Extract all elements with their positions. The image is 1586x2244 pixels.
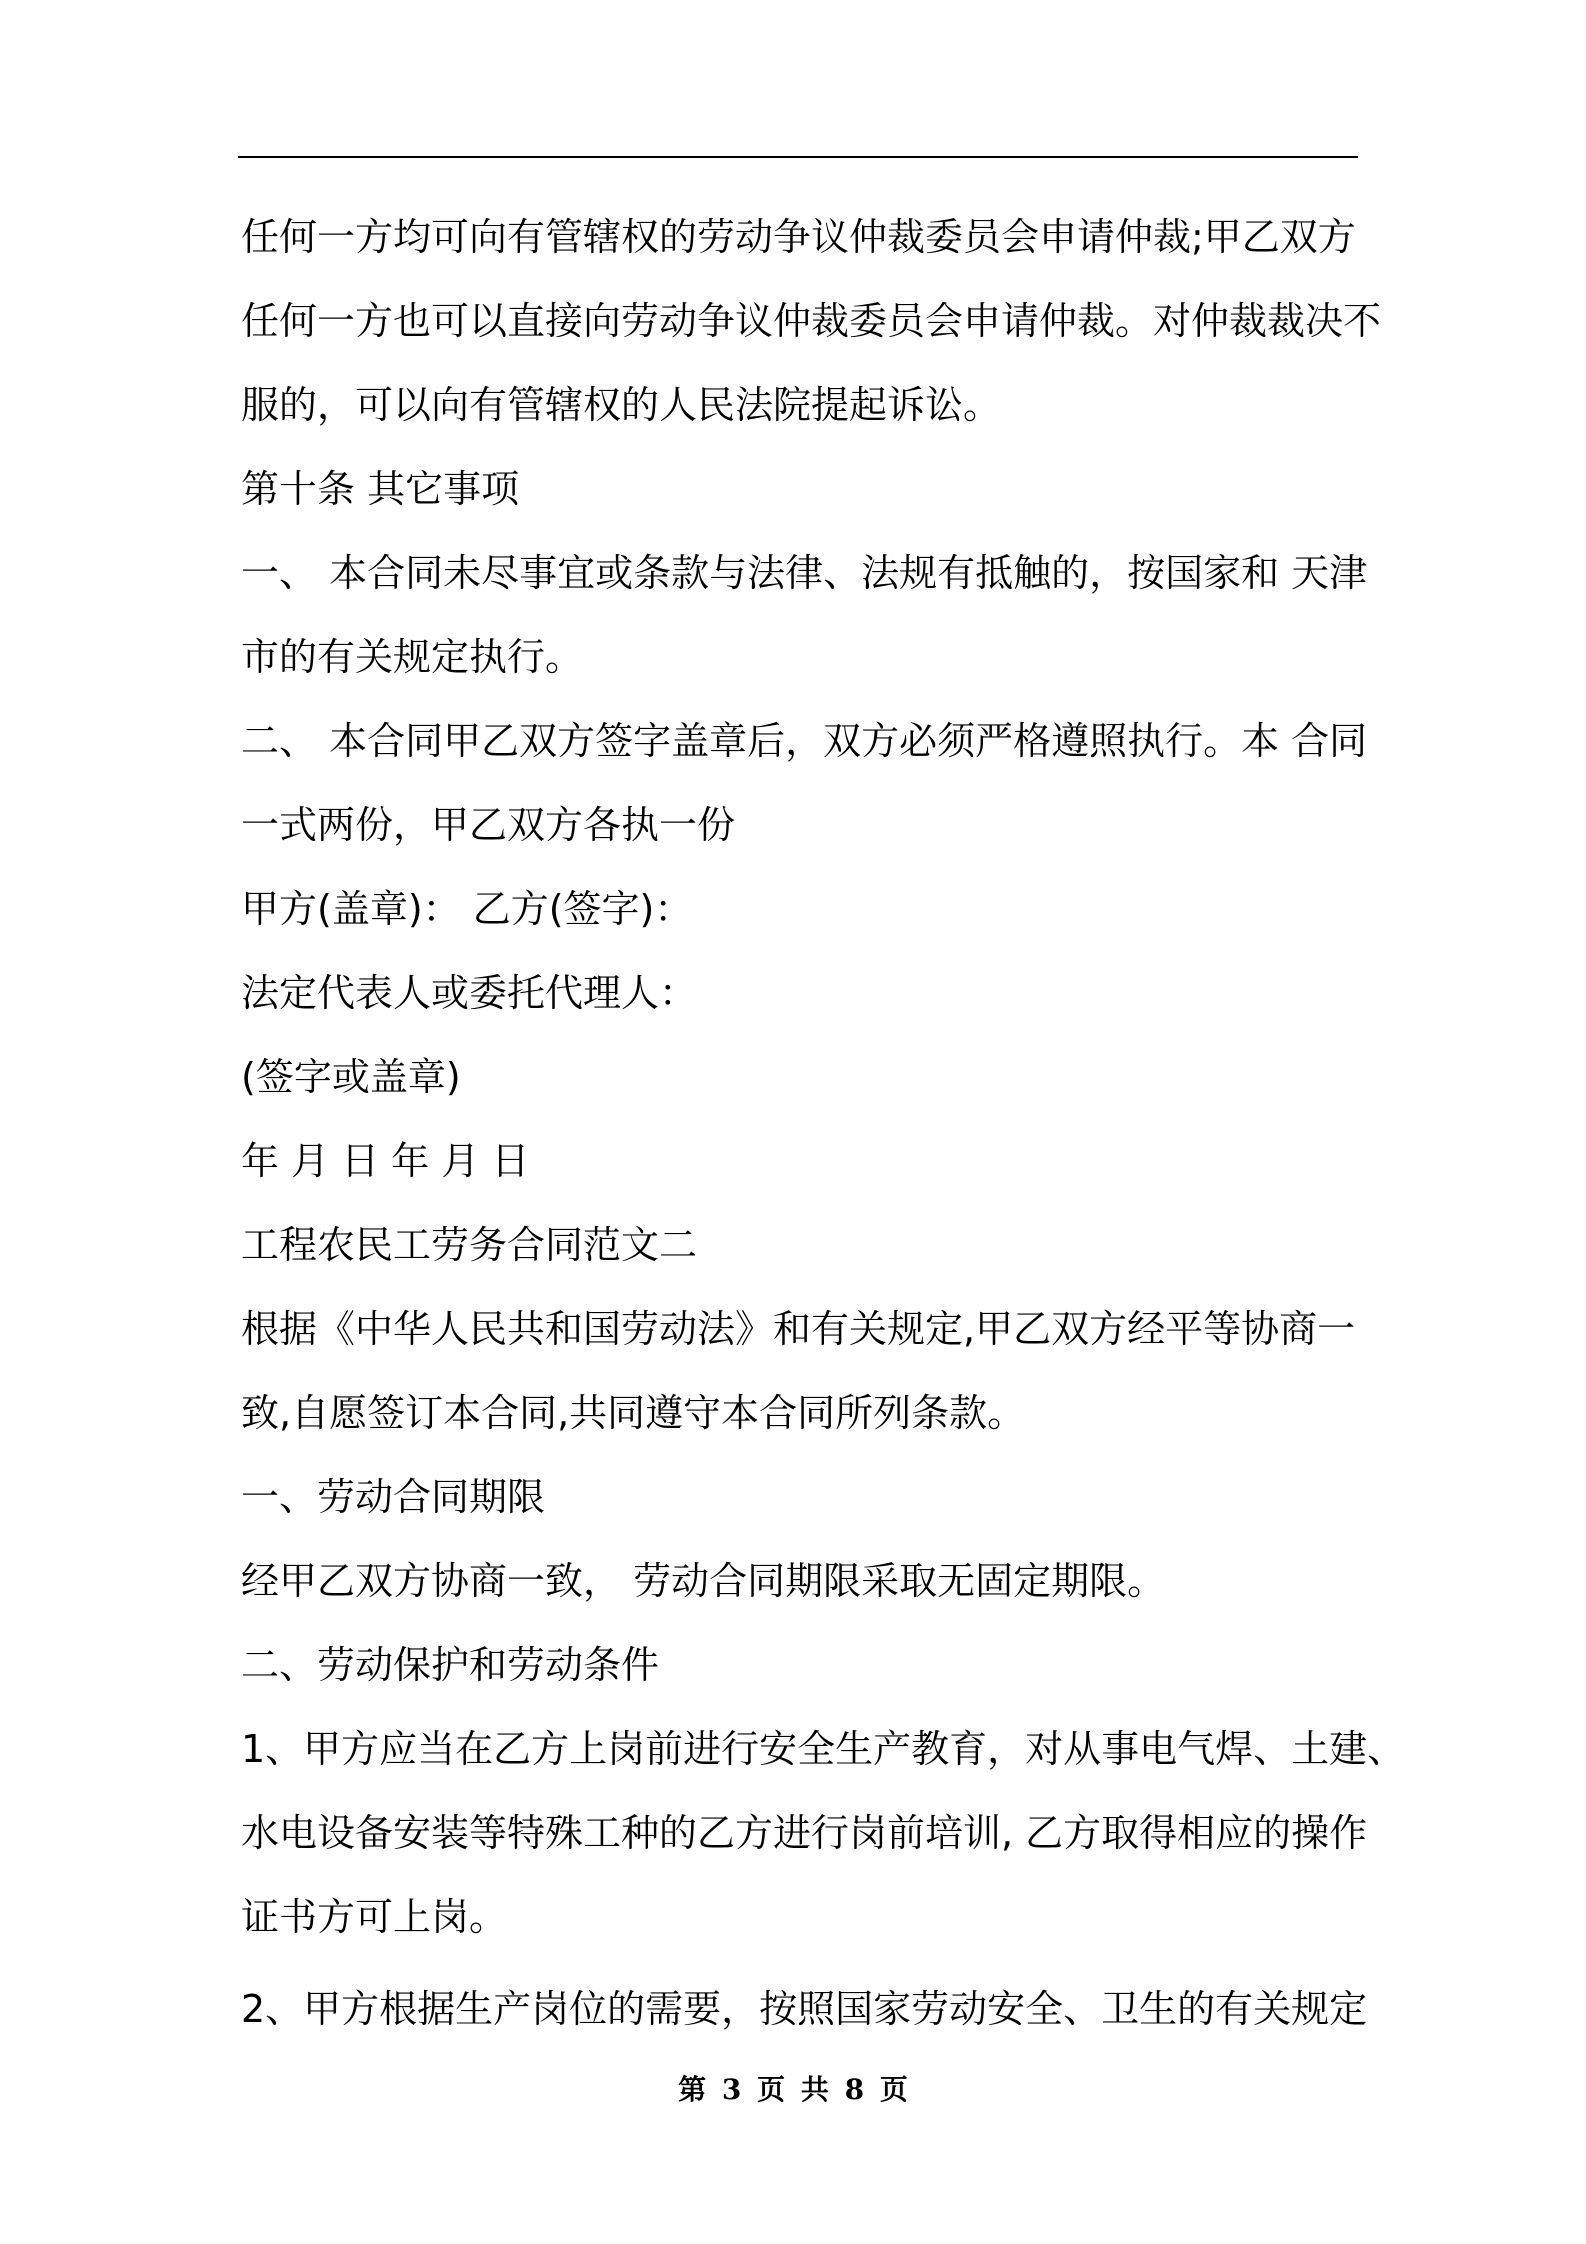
text-line-3: 服的，可以向有管辖权的人民法院提起诉讼。 [241, 383, 1002, 427]
text-line-19: 1、甲方应当在乙方上岗前进行安全生产教育，对从事电气焊、土建、 [241, 1727, 1406, 1771]
text-line-21: 证书方可上岗。 [241, 1895, 508, 1939]
text-line-2: 任何一方也可以直接向劳动争议仲裁委员会申请仲裁。对仲裁裁决不 [241, 299, 1382, 343]
text-line-14: 根据《中华人民共和国劳动法》和有关规定,甲乙双方经平等协商一 [241, 1307, 1356, 1351]
page-number-footer: 第 3 页 共 8 页 [678, 2073, 908, 2106]
text-line-7: 二、 本合同甲乙双方签字盖章后，双方必须严格遵照执行。本 合同 [241, 719, 1368, 763]
text-line-17: 经甲乙双方协商一致， 劳动合同期限采取无固定期限。 [241, 1559, 1166, 1603]
representative-line: 法定代表人或委托代理人： [241, 971, 698, 1015]
header-rule [238, 156, 1358, 158]
section-heading-labor-protection: 二、劳动保护和劳动条件 [241, 1643, 660, 1687]
date-line: 年 月 日 年 月 日 [241, 1139, 530, 1183]
text-line-1: 任何一方均可向有管辖权的劳动争议仲裁委员会申请仲裁;甲乙双方 [241, 215, 1356, 259]
text-line-20: 水电设备安装等特殊工种的乙方进行岗前培训, 乙方取得相应的操作 [241, 1811, 1368, 1855]
section-heading-contract-term: 一、劳动合同期限 [241, 1475, 546, 1519]
body-text [241, 195, 1406, 2051]
text-line-5: 一、 本合同未尽事宜或条款与法律、法规有抵触的，按国家和 天津 [241, 551, 1368, 595]
text-line-6: 市的有关规定执行。 [241, 635, 584, 679]
signature-parties-line: 甲方(盖章)： 乙方(签字)： [241, 887, 693, 931]
text-line-8: 一式两份，甲乙双方各执一份 [241, 803, 736, 847]
sign-or-seal-line: (签字或盖章) [241, 1055, 461, 1099]
text-line-15: 致,自愿签订本合同,共同遵守本合同所列条款。 [241, 1391, 1026, 1435]
template-title: 工程农民工劳务合同范文二 [241, 1223, 698, 1267]
section-heading-article-10: 第十条 其它事项 [241, 467, 520, 511]
text-line-22: 2、甲方根据生产岗位的需要，按照国家劳动安全、卫生的有关规定 [241, 1987, 1368, 2031]
